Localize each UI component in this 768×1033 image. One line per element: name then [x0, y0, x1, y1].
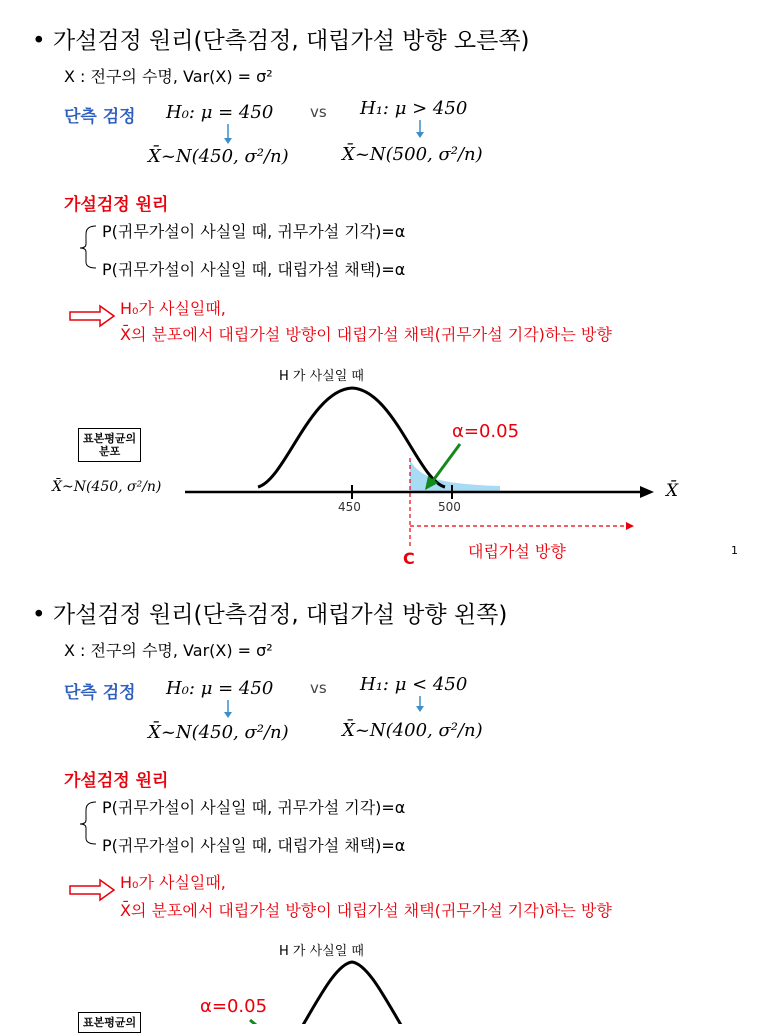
slide1-title: • 가설검정 원리(단측검정, 대립가설 방향 오른쪽): [32, 28, 530, 54]
slide2-bell-curve: [300, 962, 404, 1024]
slide2-principle-item-1: P(귀무가설이 사실일 때, 귀무가설 기각)=α: [102, 798, 406, 817]
slide2-alt-distribution: X̄~N(400, σ²/n): [342, 720, 483, 741]
slide1-variable-description: X : 전구의 수명, Var(X) = σ²: [64, 67, 273, 86]
slide1-direction-label: 대립가설 방향: [468, 542, 566, 561]
slide1-graph-title: H 가 사실일 때: [279, 369, 364, 384]
slide2-alpha-label: α=0.05: [200, 996, 268, 1017]
slide2-test-label: 단측 검정: [64, 683, 136, 703]
slide1-principle-title: 가설검정 원리: [64, 195, 169, 215]
slide1-critical-label: C: [403, 549, 415, 568]
slide1-alpha-label: α=0.05: [452, 421, 520, 442]
slide1-null-distribution: X̄~N(450, σ²/n): [148, 146, 289, 167]
slide1-axis-distribution-label: X̄~N(450, σ²/n): [52, 479, 162, 495]
slide1-conclusion-line-2: X̄의 분포에서 대립가설 방향이 대립가설 채택(귀무가설 기각)하는 방향: [120, 325, 612, 344]
slide1-tick-500: 500: [438, 500, 461, 514]
slide1-principle-item-2: P(귀무가설이 사실일 때, 대립가설 채택)=α: [102, 260, 406, 279]
slide2-principle-title: 가설검정 원리: [64, 771, 169, 791]
page-number: 1: [731, 544, 738, 557]
slide2-null-hypothesis: H₀: μ = 450: [166, 678, 274, 699]
slide1-vs: vs: [310, 103, 327, 121]
slide2-principle-item-2: P(귀무가설이 사실일 때, 대립가설 채택)=α: [102, 836, 406, 855]
slide1-test-label: 단측 검정: [64, 107, 136, 127]
slide1-axis-x-label: X̄: [666, 481, 679, 501]
slide2-box-label-1: 표본평균의: [83, 1016, 137, 1029]
slide1-tick-450: 450: [338, 500, 361, 514]
slide1-principle-item-1: P(귀무가설이 사실일 때, 귀무가설 기각)=α: [102, 222, 406, 241]
slide1-null-hypothesis: H₀: μ = 450: [166, 102, 274, 123]
slide2-vs: vs: [310, 679, 327, 697]
slide1-box-label-2: 분포: [98, 445, 121, 458]
slide1-box-label-1: 표본평균의: [83, 432, 137, 445]
slide2-alt-hypothesis: H₁: μ < 450: [360, 674, 468, 695]
slide2-conclusion-line-2: X̄의 분포에서 대립가설 방향이 대립가설 채택(귀무가설 기각)하는 방향: [120, 901, 612, 920]
slide1-alt-distribution: X̄~N(500, σ²/n): [342, 144, 483, 165]
slide1-conclusion-line-1: H₀가 사실일때,: [120, 299, 226, 318]
slide1-alt-hypothesis: H₁: μ > 450: [360, 98, 468, 119]
slide2-null-distribution: X̄~N(450, σ²/n): [148, 722, 289, 743]
slide2-graph-title: H 가 사실일 때: [279, 944, 364, 959]
slide2-variable-description: X : 전구의 수명, Var(X) = σ²: [64, 641, 273, 660]
slide2-conclusion-line-1: H₀가 사실일때,: [120, 873, 226, 892]
slide2-title: • 가설검정 원리(단측검정, 대립가설 방향 왼쪽): [32, 602, 508, 628]
